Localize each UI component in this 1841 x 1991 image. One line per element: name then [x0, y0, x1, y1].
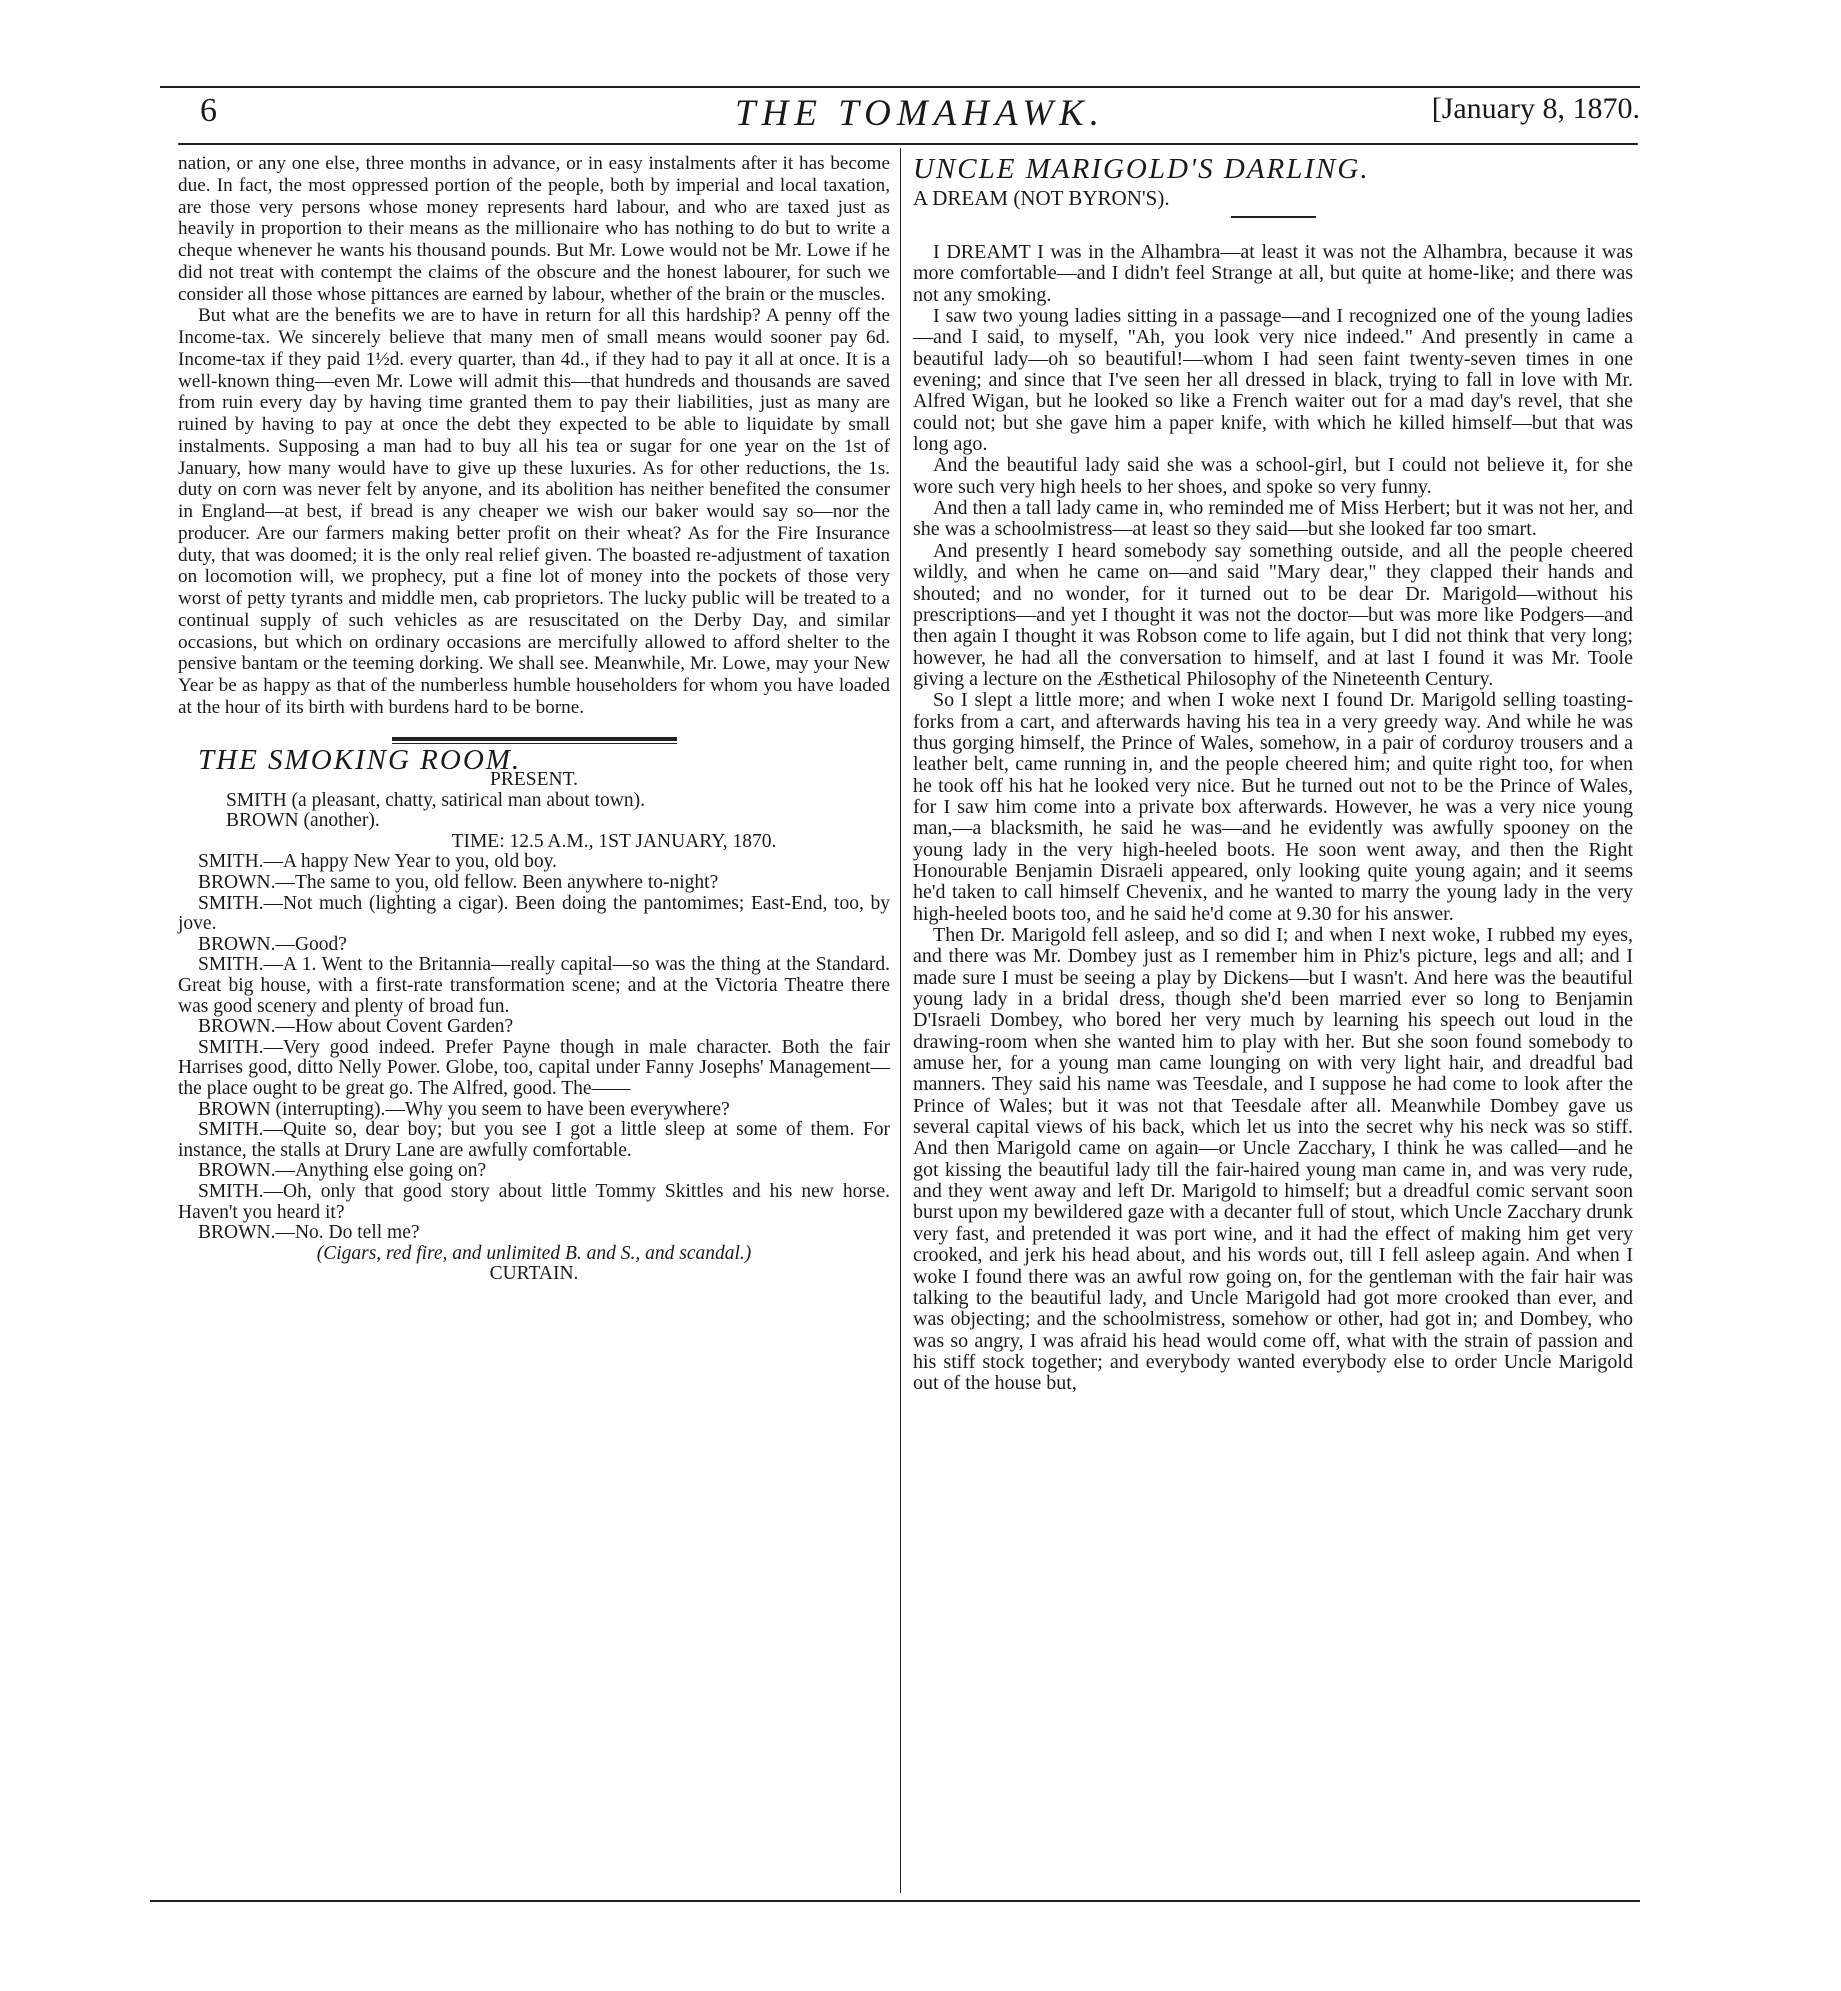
cast-line: SMITH (a pleasant, chatty, satirical man about town). [226, 789, 645, 811]
dialogue-line: BROWN.—No. Do tell me? [198, 1222, 420, 1244]
story-paragraph: I DREAMT I was in the Alhambra—at least it was not the Alhambra, because it was more comfortable—and I didn't feel Strange at all, but quite at home-like; and there was not any smoking. [913, 241, 1633, 306]
issue-date: [January 8, 1870. [1431, 92, 1640, 125]
cast-line: BROWN (another). [226, 810, 380, 832]
header-rule [178, 143, 1638, 145]
story-paragraph: I saw two young ladies sitting in a passage—and I recognized one of the young ladies—and I said, to myself, "Ah, you look very nice indeed." And presently in came a beautiful lady—oh so beautiful!—whom I had seen faint twenty-seven times in one evening; and since that I've seen her all dressed in black, trying to fall in love with Mr. Alfred Wigan, but he looked so like a French waiter out for a mad day's revel, that she could not; but she gave him a paper knife, with which he killed himself—but that was long ago. [913, 305, 1633, 456]
story-paragraph: And then a tall lady came in, who reminded me of Miss Herbert; but it was not her, and she was a schoolmistress—at least so they said—but she looked far too smart. [913, 497, 1633, 541]
story-paragraph: And the beautiful lady said she was a school-girl, but I could not believe it, for she wore such very high heels to her shoes, and spoke so very funny. [913, 454, 1633, 498]
section-divider [392, 737, 677, 741]
dialogue-line: SMITH.—Not much (lighting a cigar). Been doing the pantomimes; East-End, too, by jove. [178, 892, 890, 935]
section-title: THE SMOKING ROOM. [198, 743, 522, 776]
bottom-rule [150, 1900, 1640, 1902]
dialogue-line: SMITH.—Oh, only that good story about little Tommy Skittles and his new horse. Haven't you heard it? [178, 1180, 890, 1223]
smoking-room-piece [178, 743, 890, 1285]
article-paragraph: But what are the benefits we are to have in return for all this hardship? A penny off the Income-tax. We sincerely believe that many men of small means would sooner pay 6d. Income-tax if they paid 1½d. every quarter, than 4d., if they had to pay it all at once. It is a well-known thing—even Mr. Lowe will admit this—that hundreds and thousands are saved from ruin every day by having time granted them to pay their liabilities, just as many are ruined by having to pay at once the debt they expected to be able to liquidate by small instalments. Supposing a man had to buy all his tea or sugar for one year on the 1st of January, how many would have to give up these luxuries. As for other reductions, the 1s. duty on corn was never felt by anyone, and its abolition has neither benefited the consumer in England—at best, if bread is any cheaper we wish our baker would say so—nor the producer. Are our farmers making better profit on their wheat? As for the Fire Insurance duty, that was doomed; it is the only real relief given. The boasted re-adjustment of taxation on locomotion will, we prophecy, put a fine lot of money into the pockets of those very worst of petty tyrants and middle men, cab proprietors. The lucky public will be treated to a continual supply of such vehicles as are resuscitated on the Derby Day, and similar occasions, but which on ordinary occasions are mercifully allowed to afford shelter to the pensive bantam or the teeming dorking. We shall see. Meanwhile, Mr. Lowe, may your New Year be as happy as that of the numberless humble householders for whom you have loaded at the hour of its birth with burdens hard to be borne. [178, 305, 890, 718]
dialogue-line: BROWN.—Good? [198, 933, 347, 955]
article-paragraph: nation, or any one else, three months in advance, or in easy instalments after it has become due. In fact, the most oppressed portion of the people, both by imperial and local taxation, are those very persons whose money represents hard labour, and who are taxed just as heavily in proportion to their means as the millionaire who has nothing to do but to write a cheque whenever he wants his thousand pounds. But Mr. Lowe would not be Mr. Lowe if he did not treat with contempt the claims of the obscure and the honest labourer, for such we consider all those whose pittances are earned by labour, whether of the brain or the muscles. [178, 153, 890, 305]
story-paragraph: Then Dr. Marigold fell asleep, and so did I; and when I next woke, I rubbed my eyes, and there was Mr. Dombey just as I remember him in Phiz's picture, legs and all; and I made sure I must be seeing a play by Dickens—but I wasn't. And here was the beautiful young lady in a bridal dress, though she'd been married ever so long to Benjamin D'Israeli Dombey, who bored her very much by learning his speech out loud in the drawing-room when she wanted him to play with her. But she soon found somebody to amuse her, for a young man came lounging on with very light hair, and dreadful bad manners. They said his name was Teesdale, and I suppose he had come to look after the Prince of Wales; but it was not that Teesdale after all. Meanwhile Dombey gave us several capital views of his back, which let us into the secret why his neck was so stiff. And then Marigold came on again—or Uncle Zacchary, I think he was called—and he got kissing the beautiful lady till the fair-haired young man came in, and was very rude, and they went away and left Dr. Marigold to himself; but a dreadful comic servant soon burst upon my bewildered gaze with a decanter full of stout, which Uncle Zacchary drunk very fast, and pretended it was port wine, and it had the effect of making him get very crooked, and jerk his head about, and his words out, till I fell asleep again. And when I woke I found there was an awful row going on, for the gentleman with the fair hair was talking to the beautiful lady, and Uncle Marigold had got more crooked than ever, and was objecting; and the schoolmistress, somehow or other, had got in; and Dombey, who was so angry, I was afraid his head would come off, what with the strain of passion and his stiff stock together; and everybody wanted everybody else to order Uncle Marigold out of the house but, [913, 924, 1633, 1395]
story-body [913, 242, 1633, 1395]
dialogue-line: BROWN.—Anything else going on? [198, 1160, 487, 1182]
dialogue-line: BROWN (interrupting).—Why you seem to have been everywhere? [198, 1098, 730, 1120]
column-divider [900, 148, 901, 1893]
story-paragraph: So I slept a little more; and when I woke next I found Dr. Marigold selling toasting-forks from a cart, and afterwards having his tea in a very greedy way. And while he was thus gorging himself, the Prince of Wales, somehow, in a pair of corduroy trousers and a leather belt, came running in, and the people cheered him; and quite right too, for when he took off his hat he looked very nice. But he turned out not to be the Prince of Wales, for I saw him come into a private box afterwards. However, he was a very nice young man,—a blacksmith, he said he was—and he evidently was awfully spooney on the young lady in the very high-heeled boots. He soon went away, and then the Right Honourable Benjamin Disraeli appeared, only looking quite young again; and it seems he'd taken to call himself Chevenix, and he wanted to marry the young lady in the very high-heeled boots too, and he said he'd come at 9.30 for his answer. [913, 689, 1633, 925]
dialogue-line: SMITH.—A 1. Went to the Britannia—really capital—so was the thing at the Standard. Great big house, with a first-rate transformation scene; and at the Victoria Theatre there was good scenery and plenty of broad fun. [178, 954, 890, 1017]
time-line: TIME: 12.5 A.M., 1ST JANUARY, 1870. [451, 830, 777, 852]
top-rule [160, 86, 1640, 88]
story-subtitle: A DREAM (NOT BYRON'S). [913, 186, 1170, 210]
title-rule [1231, 216, 1316, 218]
curtain-line: CURTAIN. [489, 1263, 579, 1285]
story-paragraph: And presently I heard somebody say something outside, and all the people cheered wildly, and when he came on—and said "Mary dear," they clapped their hands and shouted; and no wonder, for it turned out to be dear Dr. Marigold—without his prescriptions—and yet I thought it was not the doctor—but was more like Podgers—and then again I thought it was Robson come to life again, but I did not think that very long; however, he had all the conversation to himself, and at last I found it was Mr. Toole giving a lecture on the Æsthetical Philosophy of the Nineteenth Century. [913, 539, 1633, 690]
stage-direction: (Cigars, red fire, and unlimited B. and S., and scandal.) [316, 1242, 752, 1264]
present-heading: PRESENT. [490, 769, 578, 791]
story-title: UNCLE MARIGOLD'S DARLING. [913, 153, 1370, 185]
left-column [178, 153, 890, 1285]
dialogue-line: SMITH.—Very good indeed. Prefer Payne though in male character. Both the fair Harrises good, ditto Nelly Power. Globe, too, capital under Fanny Josephs' Management—the place ought to be great go. The Alfred, good. The—— [178, 1036, 890, 1099]
running-header [200, 92, 1640, 140]
dialogue-line: BROWN.—The same to you, old fellow. Been anywhere to-night? [198, 872, 719, 894]
dialogue-line: BROWN.—How about Covent Garden? [198, 1016, 514, 1038]
dialogue-line: SMITH.—Quite so, dear boy; but you see I got a little sleep at some of them. For instance, the stalls at Drury Lane are awfully comfortable. [178, 1119, 890, 1161]
editorial-article [178, 153, 890, 719]
page-number: 6 [200, 92, 217, 129]
right-column [913, 153, 1633, 1395]
masthead-title: THE TOMAHAWK. [735, 93, 1105, 134]
dialogue-line: SMITH.—A happy New Year to you, old boy. [198, 851, 557, 873]
